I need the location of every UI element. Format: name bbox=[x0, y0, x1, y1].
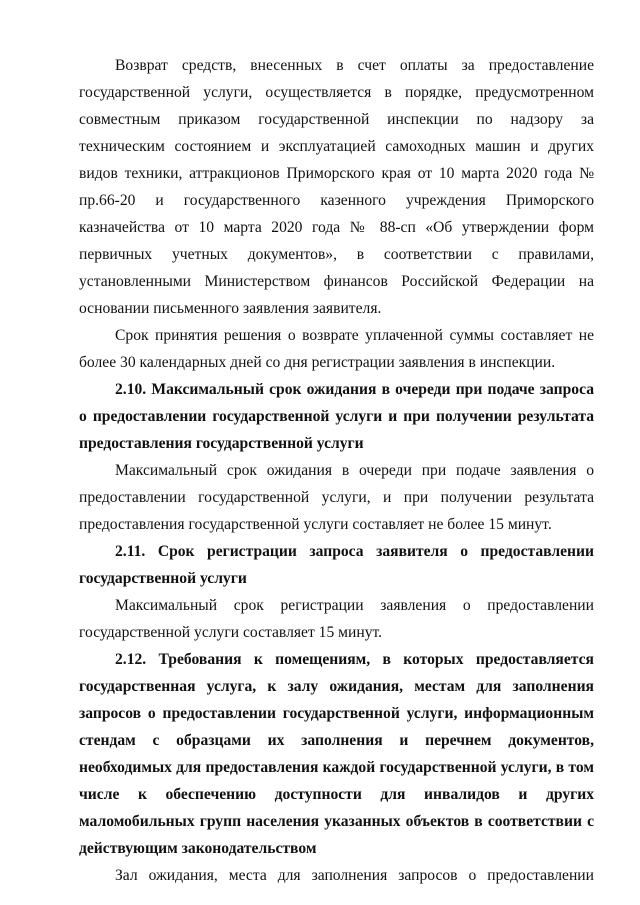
paragraph-waiting-time: Максимальный срок ожидания в очереди при подаче заявления о предоставлении государственной услуги, и при получении результата предоставления государственной услуги составляет не более 15 минут. bbox=[79, 462, 594, 533]
section-heading-2-11: 2.11. Срок регистрации запроса заявителя о предоставлении государственной услуги bbox=[79, 543, 594, 587]
paragraph-refund-procedure: Возврат средств, внесенных в счет оплаты за предоставление государственной услуги, осуществляется в порядке, предусмотренном совместным приказом государственной инспекции по надзору за техническим состоянием и эксплуатацией самоходных машин и других видов техники, аттракционов Приморского края от 10 марта 2020 года № пр.66-20 и государственного казенного учреждения Приморского казначейства от 10 марта 2020 года № 88-сп «Об утверждении форм первичных учетных документов», в соответствии с правилами, установленными Министерством финансов Российской Федерации на основании письменного заявления заявителя. bbox=[79, 57, 594, 317]
paragraph-waiting-hall: Зал ожидания, места для заполнения запросов о предоставлении bbox=[115, 867, 594, 884]
section-heading-2-10: 2.10. Максимальный срок ожидания в очереди при подаче запроса о предоставлении государственной услуги и при получении результата предоставления государственной услуги bbox=[79, 381, 594, 452]
paragraph-registration-term: Максимальный срок регистрации заявления о предоставлении государственной услуги составляет 15 минут. bbox=[79, 597, 594, 641]
section-heading-2-12: 2.12. Требования к помещениям, в которых предоставляется государственная услуга, к залу ожидания, местам для заполнения запросов о предоставлении государственной услуги, информационным стендам с образцами их заполнения и перечнем документов, необходимых для предоставления каждой государственной услуги, в том числе к обеспечению доступности для инвалидов и других маломобильных групп населения указанных объектов в соответствии с действующим законодательством bbox=[79, 651, 594, 857]
paragraph-refund-decision-term: Срок принятия решения о возврате уплаченной суммы составляет не более 30 календарных дней со дня регистрации заявления в инспекции. bbox=[79, 327, 594, 371]
